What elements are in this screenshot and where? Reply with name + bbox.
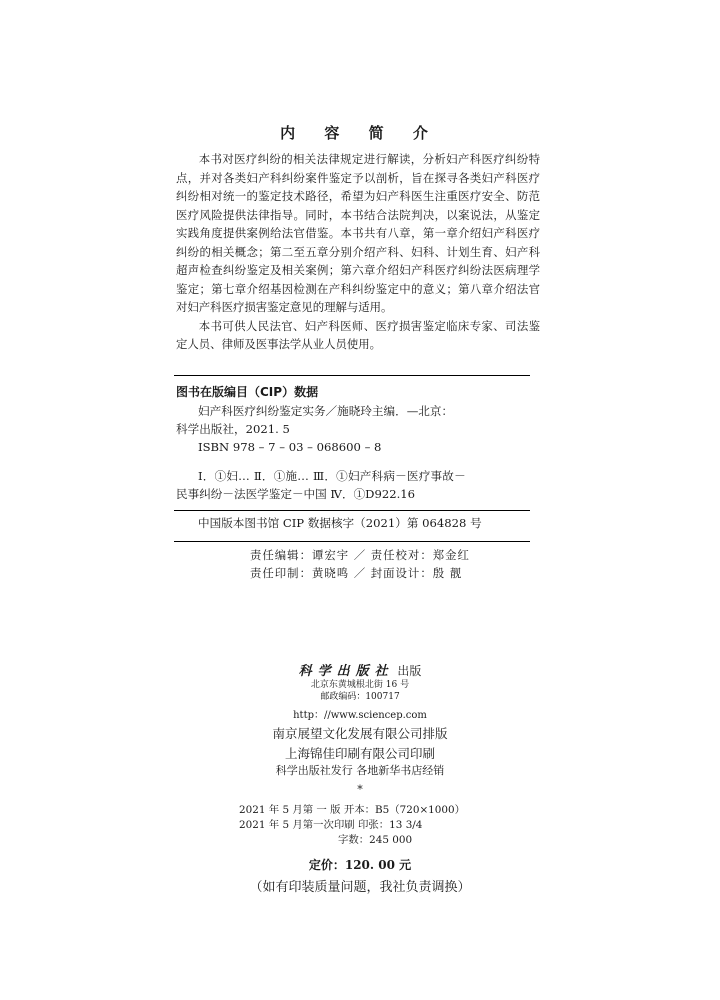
cip-heading: 图书在版编目（CIP）数据 (176, 385, 319, 399)
cip-middle-divider (174, 510, 530, 511)
distribution-line: 科学出版社发行 各地新华书店经销 (275, 764, 445, 777)
cip-top-divider (174, 375, 530, 376)
cip-record-number: 中国版本图书馆 CIP 数据核字（2021）第 064828 号 (198, 516, 482, 530)
publisher-postcode: 邮政编码：100717 (320, 692, 400, 702)
cip-publisher-line: 科学出版社，2021. 5 (176, 422, 290, 436)
publisher-url: http：//www.sciencep.com (293, 710, 427, 721)
word-count-line: 字数：245 000 (338, 834, 413, 846)
intro-section (176, 150, 540, 354)
price-value: 120. 00 元 (344, 858, 412, 872)
publisher-suffix: 出版 (397, 664, 422, 678)
cip-isbn-line: ISBN 978 – 7 – 03 – 068600 – 8 (198, 440, 382, 454)
edition-line-1: 2021 年 5 月第 一 版 开本：B5（720×1000） (239, 804, 466, 816)
intro-paragraph-2: 本书可供人民法官、妇产科医师、医疗损害鉴定临床专家、司法鉴定人员、律师及医事法学从业人员使用。 (176, 318, 540, 351)
cip-classification-line-2: 民事纠纷－法医学鉴定－中国 Ⅳ．①D922.16 (176, 487, 416, 501)
separator-star: * (357, 783, 363, 796)
page-title: 内 容 简 介 (280, 124, 440, 142)
publisher-line (0, 660, 720, 679)
editor-credits-line-2: 责任印制：黄晓鸣 ／ 封面设计：殷 靓 (250, 566, 463, 580)
cip-classification-line-1: Ⅰ．①妇… Ⅱ．①施… Ⅲ．①妇产科病－医疗事故－ (198, 469, 466, 483)
publisher-logo: 科学出版社 (298, 664, 394, 679)
typesetter-line: 南京展望文化发展有限公司排版 (272, 726, 448, 741)
quality-notice: （如有印装质量问题，我社负责调换） (249, 880, 471, 895)
price-line (0, 856, 720, 873)
price-label: 定价： (308, 858, 345, 872)
edition-line-2: 2021 年 5 月第一次印刷 印张：13 3/4 (239, 819, 423, 831)
intro-paragraph-1: 本书对医疗纠纷的相关法律规定进行解读，分析妇产科医疗纠纷特点，并对各类妇产科纠纷案件鉴定予以剖析，旨在探寻各类妇产科医疗纠纷相对统一的鉴定技术路径，希望为妇产科医生注重医疗安全、防范医疗风险提供法律指导。同时，本书结合法院判决，以案说法，从鉴定实践角度提供案例给法官借鉴。本书共有八章，第一章介绍妇产科医疗纠纷的相关概念；第二至五章分别介绍产科、妇科、计划生育、妇产科超声检查纠纷鉴定及相关案例；第六章介绍妇产科医疗纠纷法医病理学鉴定；第七章介绍基因检测在产科纠纷鉴定中的意义；第八章介绍法官对妇产科医疗损害鉴定意见的理解与适用。 (176, 152, 540, 314)
publisher-address: 北京东黄城根北街 16 号 (310, 680, 410, 690)
printer-line: 上海锦佳印刷有限公司印刷 (284, 746, 435, 761)
editor-credits-line-1: 责任编辑：谭宏宇 ／ 责任校对：郑金红 (250, 548, 470, 562)
cip-book-title-line: 妇产科医疗纠纷鉴定实务／施晓玲主编．—北京： (198, 404, 454, 418)
cip-bottom-divider (174, 541, 530, 542)
